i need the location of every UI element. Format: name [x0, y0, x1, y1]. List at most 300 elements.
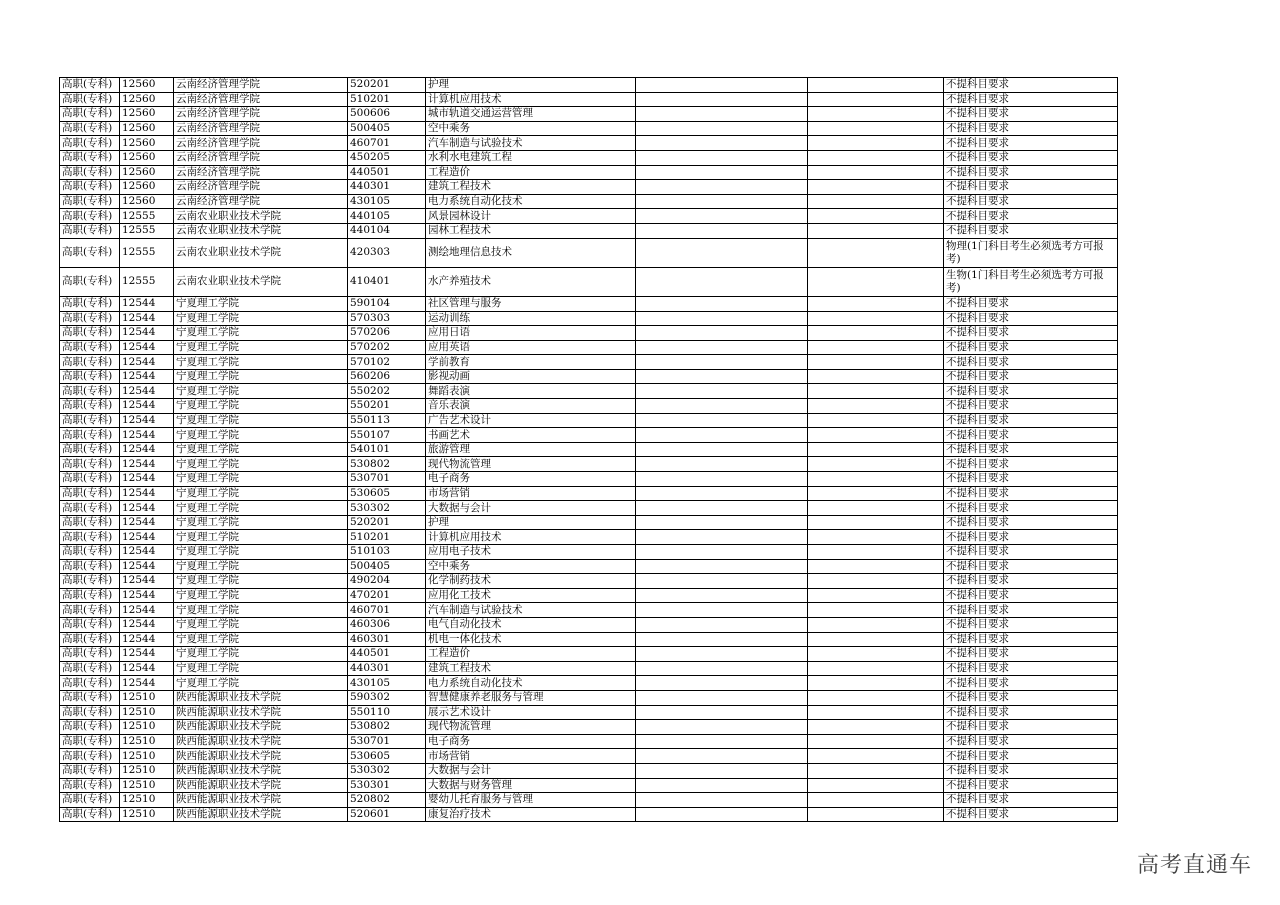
school-code-cell: 12560	[120, 194, 174, 209]
school-name-cell: 云南农业职业技术学院	[174, 209, 348, 224]
subject-requirement-cell: 物理(1门科目考生必须选考方可报考)	[944, 238, 1118, 267]
school-name-cell: 云南经济管理学院	[174, 107, 348, 122]
major-code-cell: 550107	[348, 428, 426, 443]
major-code-cell: 530802	[348, 720, 426, 735]
level-cell: 高职(专科)	[60, 720, 120, 735]
major-name-cell: 护理	[426, 515, 636, 530]
subject-requirement-cell: 不提科目要求	[944, 647, 1118, 662]
school-name-cell: 宁夏理工学院	[174, 661, 348, 676]
blank-cell	[808, 720, 944, 735]
school-name-cell: 宁夏理工学院	[174, 530, 348, 545]
blank-cell	[808, 778, 944, 793]
major-name-cell: 康复治疗技术	[426, 807, 636, 822]
major-code-cell: 540101	[348, 442, 426, 457]
table-row	[60, 238, 1118, 267]
table-row	[60, 121, 1118, 136]
level-cell: 高职(专科)	[60, 632, 120, 647]
major-code-cell: 590302	[348, 690, 426, 705]
major-name-cell: 计算机应用技术	[426, 92, 636, 107]
major-name-cell: 建筑工程技术	[426, 661, 636, 676]
school-code-cell: 12544	[120, 428, 174, 443]
major-name-cell: 大数据与会计	[426, 501, 636, 516]
table-row	[60, 165, 1118, 180]
blank-cell	[636, 530, 808, 545]
school-code-cell: 12544	[120, 486, 174, 501]
table-row	[60, 603, 1118, 618]
school-code-cell: 12544	[120, 355, 174, 370]
blank-cell	[808, 107, 944, 122]
major-name-cell: 护理	[426, 78, 636, 93]
school-name-cell: 宁夏理工学院	[174, 632, 348, 647]
major-name-cell: 汽车制造与试验技术	[426, 603, 636, 618]
major-name-cell: 水产养殖技术	[426, 267, 636, 296]
blank-cell	[636, 749, 808, 764]
level-cell: 高职(专科)	[60, 150, 120, 165]
level-cell: 高职(专科)	[60, 676, 120, 691]
blank-cell	[808, 588, 944, 603]
school-code-cell: 12544	[120, 530, 174, 545]
table-row	[60, 442, 1118, 457]
school-code-cell: 12560	[120, 107, 174, 122]
blank-cell	[808, 326, 944, 341]
major-code-cell: 530802	[348, 457, 426, 472]
blank-cell	[808, 311, 944, 326]
level-cell: 高职(专科)	[60, 603, 120, 618]
major-name-cell: 电力系统自动化技术	[426, 676, 636, 691]
table-row	[60, 690, 1118, 705]
table-row	[60, 705, 1118, 720]
blank-cell	[808, 632, 944, 647]
level-cell: 高职(专科)	[60, 617, 120, 632]
blank-cell	[636, 588, 808, 603]
major-name-cell: 机电一体化技术	[426, 632, 636, 647]
subject-requirement-cell: 生物(1门科目考生必须选考方可报考)	[944, 267, 1118, 296]
table-row	[60, 413, 1118, 428]
major-name-cell: 社区管理与服务	[426, 296, 636, 311]
school-code-cell: 12544	[120, 676, 174, 691]
subject-requirement-cell: 不提科目要求	[944, 399, 1118, 414]
school-code-cell: 12510	[120, 793, 174, 808]
school-name-cell: 云南经济管理学院	[174, 194, 348, 209]
school-code-cell: 12544	[120, 647, 174, 662]
blank-cell	[636, 223, 808, 238]
school-code-cell: 12555	[120, 238, 174, 267]
school-name-cell: 宁夏理工学院	[174, 545, 348, 560]
blank-cell	[636, 778, 808, 793]
major-name-cell: 智慧健康养老服务与管理	[426, 690, 636, 705]
level-cell: 高职(专科)	[60, 355, 120, 370]
school-name-cell: 宁夏理工学院	[174, 355, 348, 370]
school-name-cell: 云南农业职业技术学院	[174, 267, 348, 296]
blank-cell	[808, 209, 944, 224]
major-name-cell: 水利水电建筑工程	[426, 150, 636, 165]
major-code-cell: 530605	[348, 486, 426, 501]
school-name-cell: 云南经济管理学院	[174, 136, 348, 151]
table-row	[60, 209, 1118, 224]
subject-requirement-cell: 不提科目要求	[944, 603, 1118, 618]
blank-cell	[636, 311, 808, 326]
blank-cell	[636, 617, 808, 632]
school-code-cell: 12544	[120, 632, 174, 647]
blank-cell	[636, 603, 808, 618]
school-code-cell: 12560	[120, 121, 174, 136]
blank-cell	[808, 749, 944, 764]
table-row	[60, 793, 1118, 808]
level-cell: 高职(专科)	[60, 778, 120, 793]
major-code-cell: 560206	[348, 369, 426, 384]
subject-requirement-cell: 不提科目要求	[944, 165, 1118, 180]
school-code-cell: 12544	[120, 472, 174, 487]
subject-requirement-cell: 不提科目要求	[944, 107, 1118, 122]
blank-cell	[636, 369, 808, 384]
level-cell: 高职(专科)	[60, 574, 120, 589]
school-code-cell: 12510	[120, 734, 174, 749]
table-row	[60, 223, 1118, 238]
major-name-cell: 汽车制造与试验技术	[426, 136, 636, 151]
level-cell: 高职(专科)	[60, 209, 120, 224]
major-name-cell: 广告艺术设计	[426, 413, 636, 428]
blank-cell	[636, 267, 808, 296]
major-name-cell: 建筑工程技术	[426, 180, 636, 195]
school-name-cell: 宁夏理工学院	[174, 676, 348, 691]
school-name-cell: 宁夏理工学院	[174, 588, 348, 603]
major-name-cell: 应用化工技术	[426, 588, 636, 603]
level-cell: 高职(专科)	[60, 545, 120, 560]
level-cell: 高职(专科)	[60, 136, 120, 151]
level-cell: 高职(专科)	[60, 311, 120, 326]
blank-cell	[808, 399, 944, 414]
major-code-cell: 530701	[348, 734, 426, 749]
school-code-cell: 12560	[120, 92, 174, 107]
major-name-cell: 市场营销	[426, 486, 636, 501]
blank-cell	[636, 107, 808, 122]
major-code-cell: 570202	[348, 340, 426, 355]
school-name-cell: 陕西能源职业技术学院	[174, 778, 348, 793]
level-cell: 高职(专科)	[60, 559, 120, 574]
subject-requirement-cell: 不提科目要求	[944, 136, 1118, 151]
major-code-cell: 520201	[348, 515, 426, 530]
major-code-cell: 530701	[348, 472, 426, 487]
blank-cell	[808, 559, 944, 574]
major-code-cell: 440104	[348, 223, 426, 238]
blank-cell	[636, 180, 808, 195]
blank-cell	[636, 486, 808, 501]
major-code-cell: 530302	[348, 763, 426, 778]
major-name-cell: 大数据与会计	[426, 763, 636, 778]
major-name-cell: 婴幼儿托育服务与管理	[426, 793, 636, 808]
subject-requirement-cell: 不提科目要求	[944, 384, 1118, 399]
school-code-cell: 12544	[120, 384, 174, 399]
level-cell: 高职(专科)	[60, 92, 120, 107]
school-name-cell: 宁夏理工学院	[174, 574, 348, 589]
major-code-cell: 460306	[348, 617, 426, 632]
table-row	[60, 267, 1118, 296]
major-code-cell: 470201	[348, 588, 426, 603]
blank-cell	[808, 603, 944, 618]
table-row	[60, 107, 1118, 122]
table-body	[60, 78, 1118, 822]
major-code-cell: 490204	[348, 574, 426, 589]
blank-cell	[808, 793, 944, 808]
major-name-cell: 电力系统自动化技术	[426, 194, 636, 209]
school-name-cell: 宁夏理工学院	[174, 559, 348, 574]
subject-requirement-cell: 不提科目要求	[944, 355, 1118, 370]
blank-cell	[636, 136, 808, 151]
school-name-cell: 陕西能源职业技术学院	[174, 734, 348, 749]
table-row	[60, 486, 1118, 501]
major-code-cell: 520802	[348, 793, 426, 808]
school-code-cell: 12544	[120, 617, 174, 632]
school-code-cell: 12544	[120, 369, 174, 384]
major-code-cell: 440301	[348, 180, 426, 195]
major-code-cell: 440105	[348, 209, 426, 224]
table-row	[60, 428, 1118, 443]
school-code-cell: 12544	[120, 603, 174, 618]
table-row	[60, 515, 1118, 530]
school-name-cell: 陕西能源职业技术学院	[174, 705, 348, 720]
level-cell: 高职(专科)	[60, 690, 120, 705]
school-code-cell: 12560	[120, 165, 174, 180]
school-code-cell: 12544	[120, 574, 174, 589]
school-code-cell: 12560	[120, 136, 174, 151]
level-cell: 高职(专科)	[60, 369, 120, 384]
level-cell: 高职(专科)	[60, 428, 120, 443]
level-cell: 高职(专科)	[60, 457, 120, 472]
subject-requirement-cell: 不提科目要求	[944, 807, 1118, 822]
major-code-cell: 430105	[348, 194, 426, 209]
blank-cell	[808, 807, 944, 822]
table-row	[60, 545, 1118, 560]
blank-cell	[636, 676, 808, 691]
level-cell: 高职(专科)	[60, 267, 120, 296]
school-code-cell: 12544	[120, 588, 174, 603]
school-name-cell: 陕西能源职业技术学院	[174, 720, 348, 735]
level-cell: 高职(专科)	[60, 238, 120, 267]
major-code-cell: 420303	[348, 238, 426, 267]
level-cell: 高职(专科)	[60, 763, 120, 778]
blank-cell	[808, 574, 944, 589]
school-name-cell: 宁夏理工学院	[174, 603, 348, 618]
subject-requirement-cell: 不提科目要求	[944, 545, 1118, 560]
major-name-cell: 市场营销	[426, 749, 636, 764]
major-name-cell: 电子商务	[426, 734, 636, 749]
level-cell: 高职(专科)	[60, 121, 120, 136]
subject-requirement-cell: 不提科目要求	[944, 296, 1118, 311]
blank-cell	[808, 647, 944, 662]
school-code-cell: 12560	[120, 150, 174, 165]
subject-requirement-cell: 不提科目要求	[944, 749, 1118, 764]
table-row	[60, 749, 1118, 764]
school-code-cell: 12510	[120, 705, 174, 720]
blank-cell	[636, 720, 808, 735]
watermark-text: 高考直通车	[1136, 853, 1252, 878]
school-name-cell: 陕西能源职业技术学院	[174, 807, 348, 822]
major-name-cell: 展示艺术设计	[426, 705, 636, 720]
major-name-cell: 应用英语	[426, 340, 636, 355]
school-name-cell: 陕西能源职业技术学院	[174, 690, 348, 705]
major-name-cell: 大数据与财务管理	[426, 778, 636, 793]
blank-cell	[636, 690, 808, 705]
major-code-cell: 550110	[348, 705, 426, 720]
school-name-cell: 宁夏理工学院	[174, 515, 348, 530]
level-cell: 高职(专科)	[60, 807, 120, 822]
level-cell: 高职(专科)	[60, 340, 120, 355]
school-code-cell: 12544	[120, 442, 174, 457]
school-name-cell: 云南经济管理学院	[174, 78, 348, 93]
blank-cell	[808, 501, 944, 516]
subject-requirement-cell: 不提科目要求	[944, 734, 1118, 749]
major-name-cell: 影视动画	[426, 369, 636, 384]
blank-cell	[808, 180, 944, 195]
blank-cell	[636, 734, 808, 749]
blank-cell	[636, 355, 808, 370]
major-name-cell: 应用日语	[426, 326, 636, 341]
table-row	[60, 150, 1118, 165]
subject-requirement-cell: 不提科目要求	[944, 209, 1118, 224]
subject-requirement-cell: 不提科目要求	[944, 632, 1118, 647]
subject-requirement-cell: 不提科目要求	[944, 617, 1118, 632]
major-code-cell: 440501	[348, 165, 426, 180]
school-code-cell: 12544	[120, 515, 174, 530]
blank-cell	[636, 428, 808, 443]
blank-cell	[636, 545, 808, 560]
major-code-cell: 530302	[348, 501, 426, 516]
school-name-cell: 宁夏理工学院	[174, 326, 348, 341]
subject-requirement-cell: 不提科目要求	[944, 78, 1118, 93]
school-name-cell: 云南农业职业技术学院	[174, 223, 348, 238]
major-code-cell: 460301	[348, 632, 426, 647]
blank-cell	[808, 442, 944, 457]
school-code-cell: 12510	[120, 690, 174, 705]
major-name-cell: 园林工程技术	[426, 223, 636, 238]
table-row	[60, 807, 1118, 822]
major-name-cell: 工程造价	[426, 165, 636, 180]
blank-cell	[636, 150, 808, 165]
level-cell: 高职(专科)	[60, 384, 120, 399]
school-name-cell: 云南经济管理学院	[174, 165, 348, 180]
major-name-cell: 音乐表演	[426, 399, 636, 414]
blank-cell	[808, 734, 944, 749]
blank-cell	[636, 121, 808, 136]
blank-cell	[636, 413, 808, 428]
school-code-cell: 12544	[120, 413, 174, 428]
subject-requirement-cell: 不提科目要求	[944, 778, 1118, 793]
major-code-cell: 510201	[348, 530, 426, 545]
school-code-cell: 12544	[120, 559, 174, 574]
blank-cell	[808, 472, 944, 487]
major-code-cell: 410401	[348, 267, 426, 296]
school-name-cell: 云南经济管理学院	[174, 150, 348, 165]
school-name-cell: 陕西能源职业技术学院	[174, 763, 348, 778]
subject-requirement-cell: 不提科目要求	[944, 150, 1118, 165]
blank-cell	[808, 457, 944, 472]
subject-requirement-cell: 不提科目要求	[944, 413, 1118, 428]
table-row	[60, 530, 1118, 545]
blank-cell	[636, 326, 808, 341]
blank-cell	[808, 515, 944, 530]
blank-cell	[636, 793, 808, 808]
blank-cell	[636, 238, 808, 267]
major-code-cell: 570102	[348, 355, 426, 370]
school-name-cell: 宁夏理工学院	[174, 472, 348, 487]
blank-cell	[808, 617, 944, 632]
school-name-cell: 宁夏理工学院	[174, 617, 348, 632]
blank-cell	[808, 78, 944, 93]
table-row	[60, 632, 1118, 647]
subject-requirement-cell: 不提科目要求	[944, 588, 1118, 603]
major-code-cell: 510103	[348, 545, 426, 560]
subject-requirement-cell: 不提科目要求	[944, 369, 1118, 384]
table-row	[60, 384, 1118, 399]
major-name-cell: 电子商务	[426, 472, 636, 487]
level-cell: 高职(专科)	[60, 486, 120, 501]
blank-cell	[636, 574, 808, 589]
school-name-cell: 云南农业职业技术学院	[174, 238, 348, 267]
level-cell: 高职(专科)	[60, 749, 120, 764]
school-code-cell: 12510	[120, 749, 174, 764]
major-name-cell: 城市轨道交通运营管理	[426, 107, 636, 122]
blank-cell	[808, 369, 944, 384]
school-name-cell: 云南经济管理学院	[174, 180, 348, 195]
major-code-cell: 520601	[348, 807, 426, 822]
blank-cell	[808, 661, 944, 676]
subject-requirement-cell: 不提科目要求	[944, 194, 1118, 209]
school-code-cell: 12510	[120, 807, 174, 822]
level-cell: 高职(专科)	[60, 515, 120, 530]
major-code-cell: 550113	[348, 413, 426, 428]
level-cell: 高职(专科)	[60, 326, 120, 341]
school-name-cell: 云南经济管理学院	[174, 92, 348, 107]
blank-cell	[636, 647, 808, 662]
school-name-cell: 宁夏理工学院	[174, 399, 348, 414]
subject-requirement-cell: 不提科目要求	[944, 515, 1118, 530]
table-row	[60, 340, 1118, 355]
blank-cell	[808, 413, 944, 428]
major-code-cell: 440301	[348, 661, 426, 676]
subject-requirement-cell: 不提科目要求	[944, 763, 1118, 778]
major-name-cell: 计算机应用技术	[426, 530, 636, 545]
major-name-cell: 书画艺术	[426, 428, 636, 443]
blank-cell	[808, 384, 944, 399]
school-name-cell: 云南经济管理学院	[174, 121, 348, 136]
school-code-cell: 12544	[120, 340, 174, 355]
blank-cell	[808, 238, 944, 267]
table-row	[60, 720, 1118, 735]
level-cell: 高职(专科)	[60, 399, 120, 414]
table-row	[60, 647, 1118, 662]
data-table	[59, 77, 1118, 822]
school-name-cell: 宁夏理工学院	[174, 296, 348, 311]
level-cell: 高职(专科)	[60, 442, 120, 457]
school-code-cell: 12544	[120, 457, 174, 472]
major-code-cell: 510201	[348, 92, 426, 107]
level-cell: 高职(专科)	[60, 78, 120, 93]
school-code-cell: 12544	[120, 326, 174, 341]
level-cell: 高职(专科)	[60, 107, 120, 122]
subject-requirement-cell: 不提科目要求	[944, 180, 1118, 195]
subject-requirement-cell: 不提科目要求	[944, 121, 1118, 136]
major-name-cell: 化学制药技术	[426, 574, 636, 589]
major-name-cell: 应用电子技术	[426, 545, 636, 560]
blank-cell	[808, 676, 944, 691]
school-name-cell: 宁夏理工学院	[174, 413, 348, 428]
level-cell: 高职(专科)	[60, 296, 120, 311]
subject-requirement-cell: 不提科目要求	[944, 428, 1118, 443]
blank-cell	[808, 355, 944, 370]
table-row	[60, 399, 1118, 414]
blank-cell	[636, 442, 808, 457]
school-code-cell: 12560	[120, 78, 174, 93]
